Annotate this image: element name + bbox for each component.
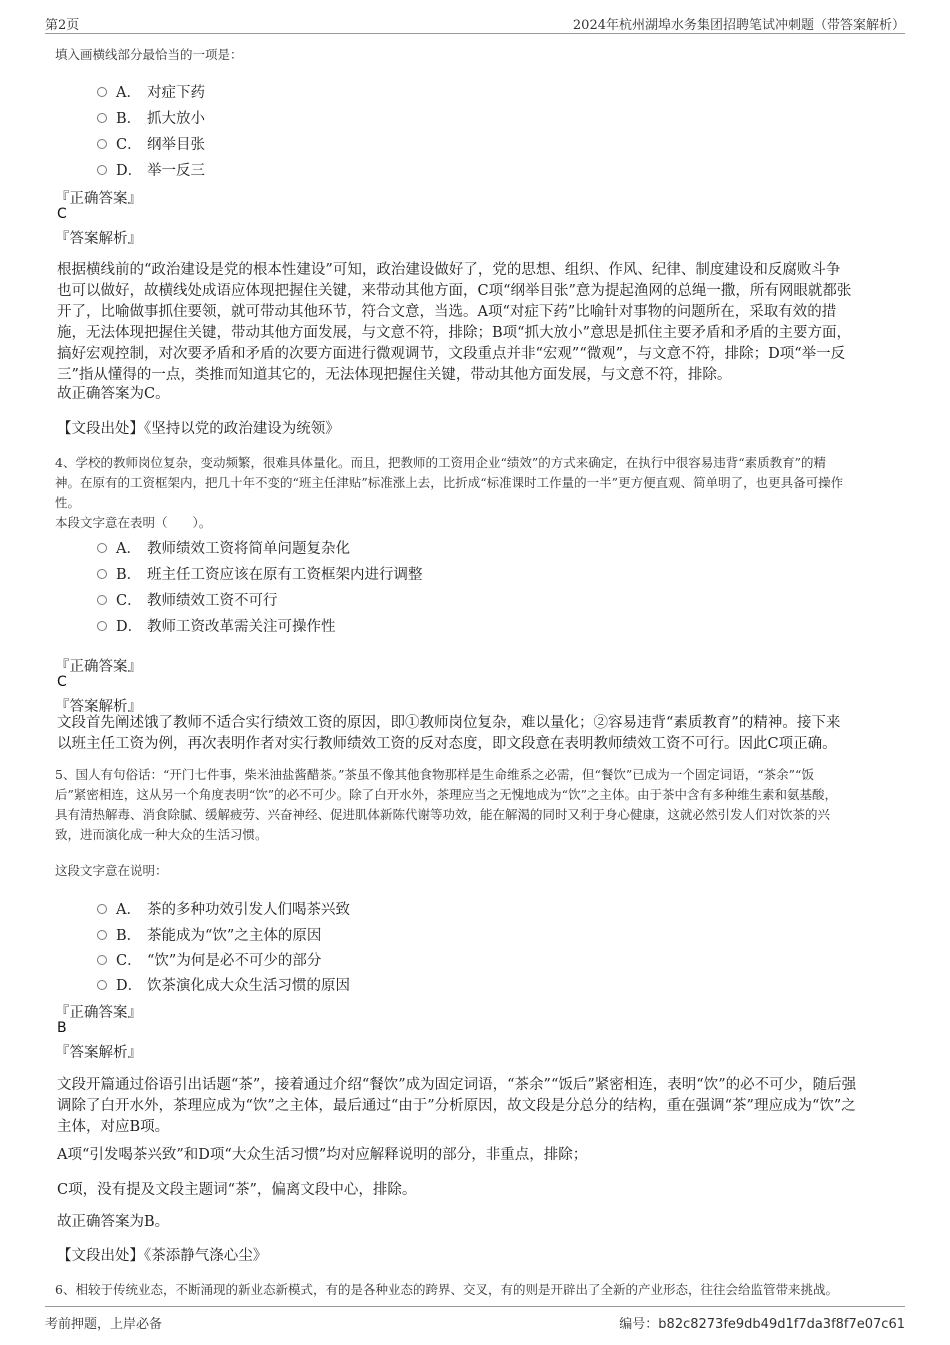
q5-conclusion: 故正确答案为B。 — [57, 1214, 170, 1230]
q3-answer: C — [57, 206, 67, 222]
footer-rule — [45, 1306, 905, 1307]
q5-option-c[interactable]: C． “饮”为何是必不可少的部分 — [97, 949, 321, 970]
footer-slogan: 考前押题，上岸必备 — [45, 1317, 163, 1332]
q5-option-b[interactable]: B． 茶能成为“饮”之主体的原因 — [97, 924, 321, 945]
q3-analysis: 根据横线前的“政治建设是党的根本性建设”可知，政治建设做好了，党的思想、组织、作风、纪律、制度建设和反腐败斗争 也可以做好，故横线处成语应体现把握住关键，来带动其他方面，C项“纲举目张”意为提起渔网的总绳一撒，所有网眼就都张 开了，比喻做事抓住要领，就可带动其他环节，符合文意，当选。A项“对症下药”比喻针对事物的问题所在，采取有效的措 施，无法体现把握住关键，带动其他方面发展，与文意不符，排除；B项“抓大放小”意思是抓住主要矛盾和矛盾的主要方面， 搞好宏观控制，对次要矛盾和矛盾的次要方面进行微观调节，文段重点并非“宏观”“微观”，与文意不符，排除；D项“举一反 三”指从懂得的一点，类推而知道其它的，无法体现把握住关键，带动其他方面发展，与文意不符，排除。 — [57, 262, 852, 383]
header-rule — [45, 33, 905, 34]
radio-button-icon[interactable] — [97, 621, 107, 631]
q4-option-c[interactable]: C． 教师绩效工资不可行 — [97, 589, 278, 610]
radio-button-icon[interactable] — [97, 955, 107, 965]
q5-stem: 5、国人有句俗话：“开门七件事，柴米油盐酱醋茶。”茶虽不像其他食物那样是生命维系之必需，但“餐饮”已成为一个固定词语，“茶余”“饭 后”紧密相连，这从另一个角度表明“饮”的必不可少。除了白开水外，茶理应当之无愧地成为“饮”之主体。由于茶中含有多种维生素和氨基酸， 具有清热解毒、消食除腻、缓解疲劳、兴奋神经、促进肌体新陈代谢等功效，能在解渴的同时又利于身心健康，这就必然引发人们对饮茶的兴 致，进而演化成一种大众的生活习惯。 — [55, 767, 837, 842]
q5-question: 这段文字意在说明： — [55, 863, 168, 878]
radio-button-icon[interactable] — [97, 930, 107, 940]
q5-analysis-c: C项，没有提及文段主题词“茶”，偏离文段中心，排除。 — [57, 1182, 417, 1198]
q3-source: 【文段出处】《坚持以党的政治建设为统领》 — [57, 421, 340, 437]
radio-button-icon[interactable] — [97, 569, 107, 579]
q3-option-d[interactable]: D． 举一反三 — [97, 159, 205, 180]
q3-analysis-label: 『答案解析』 — [55, 231, 142, 247]
q4-option-d[interactable]: D． 教师工资改革需关注可操作性 — [97, 615, 336, 636]
q4-answer: C — [57, 674, 67, 690]
radio-button-icon[interactable] — [97, 904, 107, 914]
document-title: 2024年杭州湖埠水务集团招聘笔试冲刺题（带答案解析） — [572, 18, 905, 33]
radio-button-icon[interactable] — [97, 113, 107, 123]
q4-analysis: 文段首先阐述饿了教师不适合实行绩效工资的原因，即①教师岗位复杂，难以量化；②容易违背“素质教育”的精神。接下来 以班主任工资为例，再次表明作者对实行教师绩效工资的反对态度，即文段意在表明教师绩效工资不可行。因此C项正确。 — [57, 715, 841, 752]
q4-option-b[interactable]: B． 班主任工资应该在原有工资框架内进行调整 — [97, 563, 423, 584]
q3-answer-label: 『正确答案』 — [55, 191, 142, 207]
q4-answer-label: 『正确答案』 — [55, 659, 142, 675]
q3-option-b[interactable]: B． 抓大放小 — [97, 107, 205, 128]
document-code: 编号：b82c8273fe9db49d1f7da3f8f7e07c61 — [619, 1317, 905, 1332]
page-number: 第2页 — [45, 18, 80, 33]
q5-analysis-a-d: A项“引发喝茶兴致”和D项“大众生活习惯”均对应解释说明的部分，非重点，排除； — [57, 1147, 588, 1163]
q3-conclusion: 故正确答案为C。 — [57, 386, 170, 402]
q4-stem: 4、学校的教师岗位复杂，变动频繁，很难具体量化。而且，把教师的工资用企业“绩效”的方式来确定，在执行中很容易违背“素质教育”的精 神。在原有的工资框架内，把几十年不变的“班主任津贴”标准涨上去，比折成“标准课时工作量的一半”更方便直观、简单明了，也更具备可操作 性。 本段文字意在表明（ ）。 — [55, 455, 844, 530]
q5-option-a[interactable]: A． 茶的多种功效引发人们喝茶兴致 — [97, 898, 350, 919]
radio-button-icon[interactable] — [97, 139, 107, 149]
q5-source: 【文段出处】《茶添静气涤心尘》 — [57, 1248, 268, 1264]
radio-button-icon[interactable] — [97, 595, 107, 605]
q5-answer-label: 『正确答案』 — [55, 1005, 142, 1021]
q6-stem: 6、相较于传统业态，不断涌现的新业态新模式，有的是各种业态的跨界、交叉，有的则是开辟出了全新的产业形态，往往会给监管带来挑战。 — [55, 1282, 838, 1297]
q3-option-a[interactable]: A． 对症下药 — [97, 81, 205, 102]
q4-option-a[interactable]: A． 教师绩效工资将简单问题复杂化 — [97, 537, 350, 558]
q3-option-c[interactable]: C． 纲举目张 — [97, 133, 205, 154]
q5-answer: B — [57, 1020, 67, 1036]
q5-analysis: 文段开篇通过俗语引出话题“茶”，接着通过介绍“餐饮”成为固定词语，“茶余”“饭后”紧密相连，表明“饮”的必不可少，随后强 调除了白开水外，茶理应成为“饮”之主体，最后通过“由于”分析原因，故文段是分总分的结构，重在强调“茶”理应成为“饮”之 主体，对应B项。 — [57, 1077, 857, 1135]
q5-option-d[interactable]: D． 饮茶演化成大众生活习惯的原因 — [97, 974, 350, 995]
radio-button-icon[interactable] — [97, 980, 107, 990]
radio-button-icon[interactable] — [97, 543, 107, 553]
q5-analysis-label: 『答案解析』 — [55, 1045, 142, 1061]
q4-analysis-label: 『答案解析』 — [55, 699, 142, 715]
q3-stem: 填入画横线部分最恰当的一项是： — [55, 47, 243, 62]
radio-button-icon[interactable] — [97, 165, 107, 175]
radio-button-icon[interactable] — [97, 87, 107, 97]
